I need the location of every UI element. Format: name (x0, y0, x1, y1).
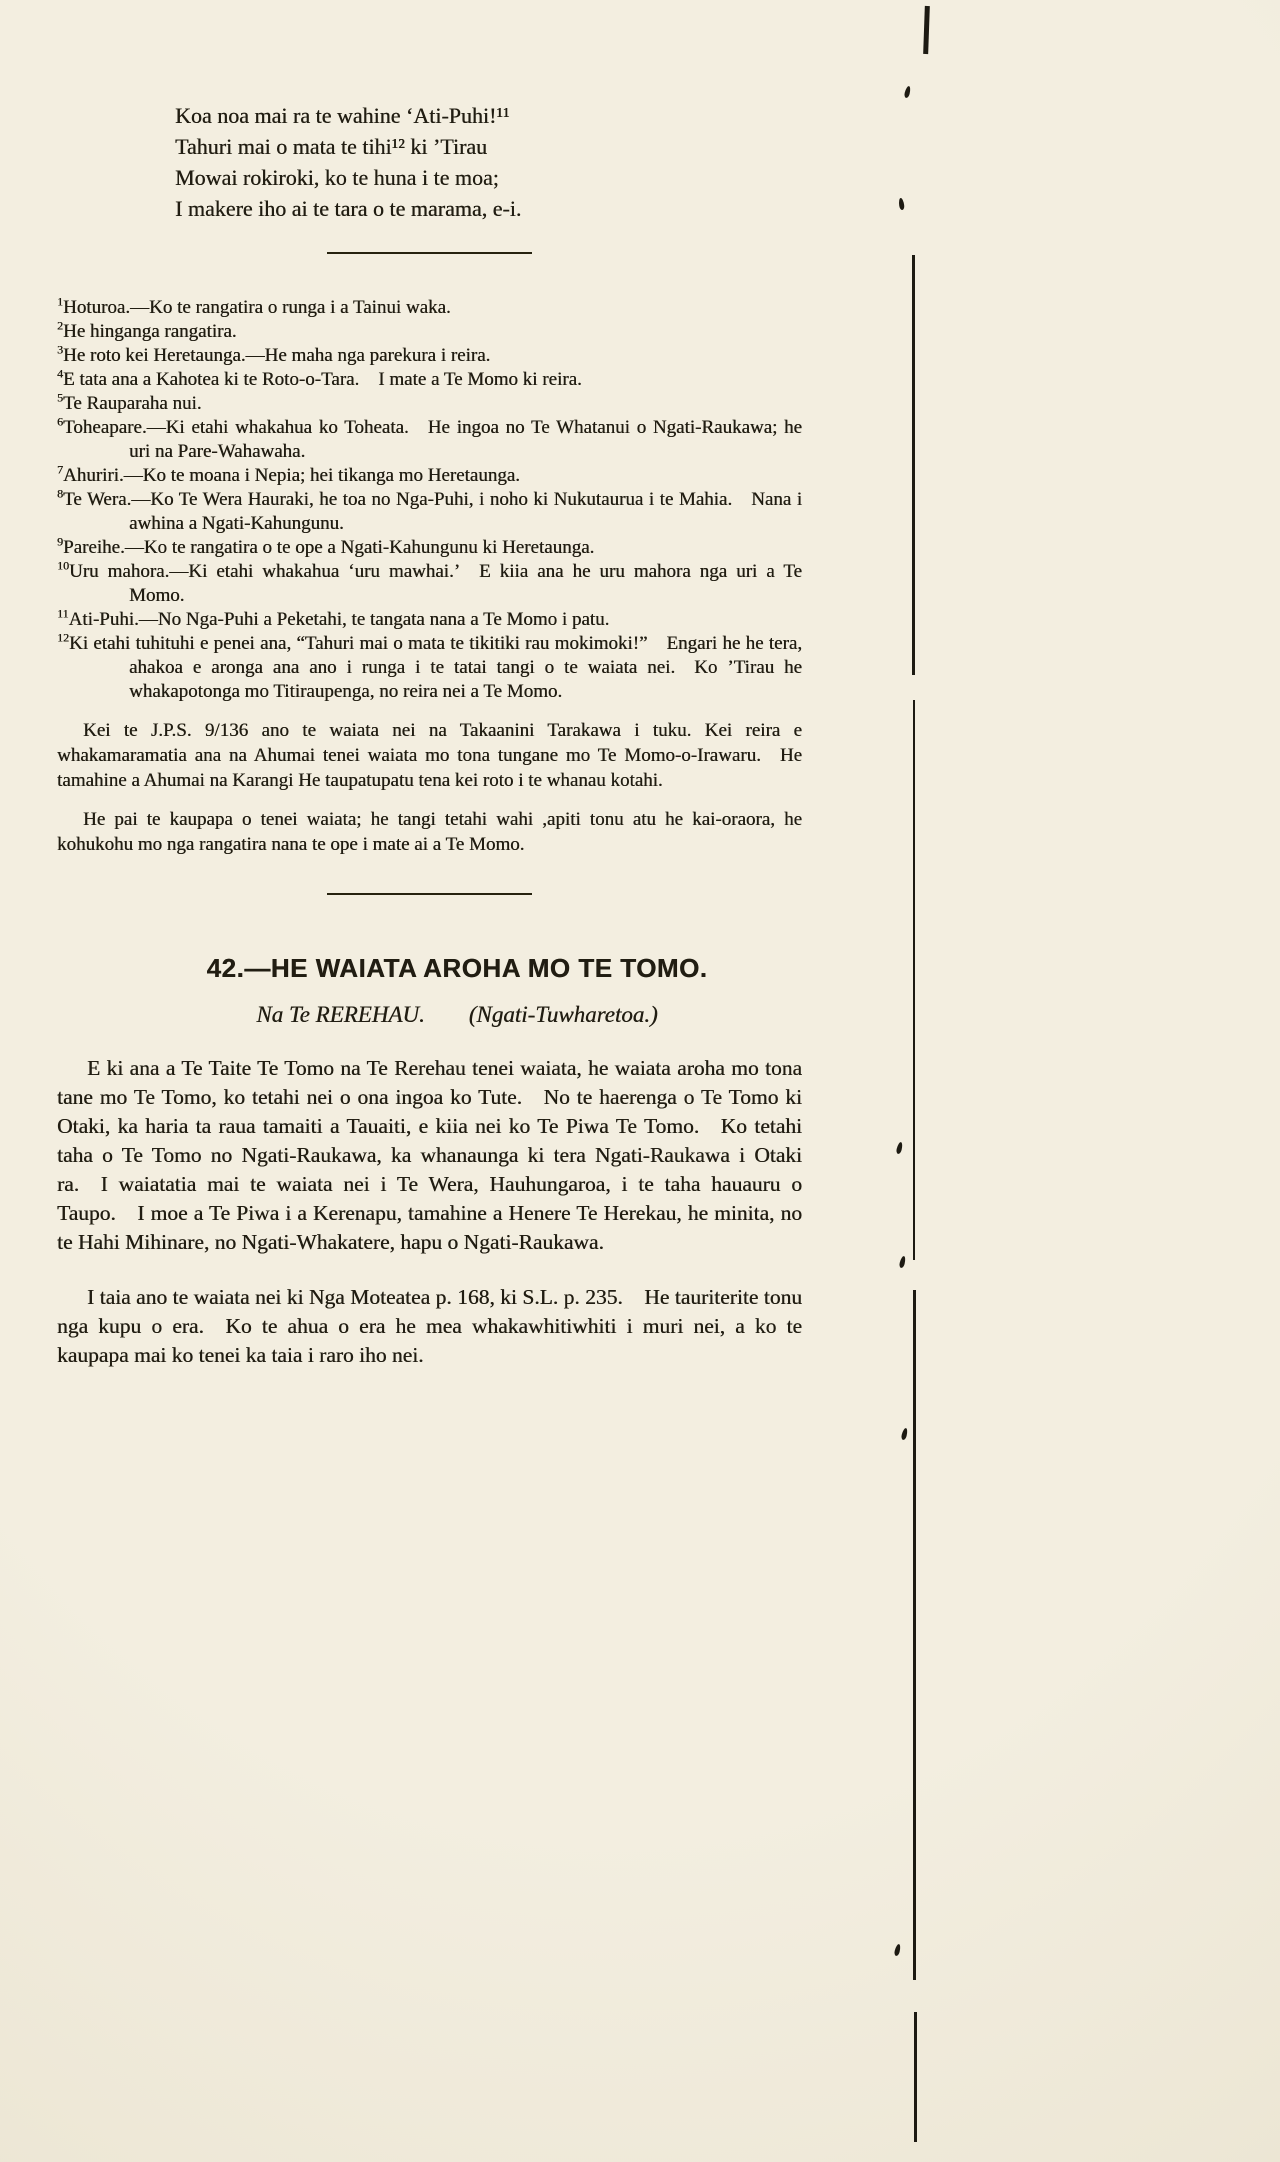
verse-line: Mowai rokiroki, ko te huna i te moa; (175, 165, 499, 190)
footnote-text: Pareihe.—Ko te rangatira o te ope a Ngati-Kahungunu ki Heretaunga. (63, 537, 595, 558)
footnote-number: 8 (57, 486, 63, 501)
footnote-8 (57, 488, 802, 536)
notes-paragraph: He pai te kaupapa o tenei waiata; he tangi tetahi wahi ,apiti tonu atu he kai-oraora, he kohukohu mo nga rangatira nana te ope i mate ai a Te Momo. (57, 809, 802, 855)
notes-paragraph: Kei te J.P.S. 9/136 ano te waiata nei na Takaanini Tarakawa i tuku. Kei reira e whakamaramatia ana na Ahumai tenei waiata mo tona tungane mo Te Momo-o-Irawaru. He tamahine a Ahumai na Karangi He taupatupatu tena kei roto i te whanau kotahi. (57, 720, 802, 791)
verse-line: I makere iho ai te tara o te marama, e-i. (175, 196, 522, 221)
footnote-9 (57, 536, 802, 560)
footnote-7 (57, 464, 802, 488)
footnote-text: Te Rauparaha nui. (63, 393, 202, 414)
scan-artifact (901, 1428, 909, 1441)
scan-artifact (913, 1290, 916, 1980)
footnote-2 (57, 320, 802, 344)
footnote-text: Toheapare.—Ki etahi whakahua ko Toheata. He ingoa no Te Whatanui o Ngati-Raukawa; he uri na Pare-Wahawaha. (63, 417, 802, 462)
scan-artifact (913, 700, 915, 1260)
footnote-text: He hinganga rangatira. (63, 321, 237, 342)
footnote-number: 2 (57, 318, 63, 333)
footnote-text: Uru mahora.—Ki etahi whakahua ‘uru mawhai.’ E kiia ana he uru mahora nga uri a Te Momo. (69, 561, 802, 606)
footnote-4 (57, 368, 802, 392)
footnote-text: Te Wera.—Ko Te Wera Hauraki, he toa no Nga-Puhi, i noho ki Nukutaurua i te Mahia. Nana i awhina a Ngati-Kahungunu. (63, 489, 802, 534)
footnote-number: 12 (57, 630, 69, 645)
footnote-11 (57, 608, 802, 632)
footnote-number: 3 (57, 342, 63, 357)
scan-artifact (912, 255, 915, 675)
footnote-text: Ati-Puhi.—No Nga-Puhi a Peketahi, te tangata nana a Te Momo i patu. (68, 609, 610, 630)
section-divider (327, 893, 532, 895)
verse-line: Koa noa mai ra te wahine ‘Ati-Puhi!¹¹ (175, 103, 510, 128)
footnote-12 (57, 632, 802, 704)
verse-line: Tahuri mai o mata te tihi¹² ki ’Tirau (175, 134, 488, 159)
footnote-number: 11 (57, 606, 69, 621)
footnote-text: Hoturoa.—Ko te rangatira o runga i a Tainui waka. (63, 297, 451, 318)
footnote-5 (57, 392, 802, 416)
footnote-number: 7 (57, 462, 63, 477)
body-paragraph: I taia ano te waiata nei ki Nga Moteatea p. 168, ki S.L. p. 235. He tauriterite tonu nga kupu o era. Ko te ahua o era he mea whakawhitiwhiti i muri nei, a ko te kaupapa mai ko tenei ka taia i raro iho nei. (57, 1285, 802, 1367)
footnote-number: 5 (57, 390, 63, 405)
scan-artifact (914, 2012, 917, 2142)
scan-artifact (896, 1142, 904, 1155)
footnote-6 (57, 416, 802, 464)
footnote-number: 6 (57, 414, 63, 429)
footnote-number: 9 (57, 534, 63, 549)
footnote-number: 1 (57, 294, 63, 309)
footnote-1 (57, 296, 802, 320)
section-divider (327, 252, 532, 254)
footnote-number: 4 (57, 366, 63, 381)
scan-artifact (904, 86, 912, 99)
body-paragraph: E ki ana a Te Taite Te Tomo na Te Rerehau tenei waiata, he waiata aroha mo tona tane mo Te Tomo, ko tetahi nei o ona ingoa ko Tute. No te haerenga o Te Tomo ki Otaki, ka haria ta raua tamaiti a Tauaiti, e kiia nei ko Te Piwa Te Tomo. Ko tetahi taha o Te Tomo no Ngati-Raukawa, ka whanaunga ki tera Ngati-Raukawa i Otaki ra. I waiatatia mai te waiata nei i Te Wera, Hauhungaroa, i te taha hauauru o Taupo. I moe a Te Piwa i a Kerenapu, tamahine a Henere Te Herekau, he minita, no te Hahi Mihinare, no Ngati-Whakatere, hapu o Ngati-Raukawa. (57, 1056, 802, 1254)
footnotes-block (57, 296, 802, 704)
footnote-text: E tata ana a Kahotea ki te Roto-o-Tara. I mate a Te Momo ki reira. (63, 369, 582, 390)
scan-artifact (894, 1944, 902, 1957)
footnote-number: 10 (57, 558, 69, 573)
scan-artifact (898, 198, 905, 211)
tribe-name: (Ngati-Tuwharetoa.) (468, 1002, 658, 1027)
author-name: Na Te REREHAU. (256, 1002, 425, 1027)
verse-block (175, 100, 802, 224)
song-heading: 42.—HE WAIATA AROHA MO TE TOMO. (206, 953, 708, 983)
footnote-10 (57, 560, 802, 608)
scan-artifact (899, 1256, 907, 1269)
footnote-3 (57, 344, 802, 368)
byline (57, 1002, 802, 1028)
footnote-text: Ahuriri.—Ko te moana i Nepia; hei tikanga mo Heretaunga. (63, 465, 520, 486)
page-content (57, 100, 802, 1370)
footnote-text: He roto kei Heretaunga.—He maha nga parekura i reira. (63, 345, 491, 366)
scan-artifact (923, 6, 930, 54)
footnote-text: Ki etahi tuhituhi e penei ana, “Tahuri mai o mata te tikitiki rau mokimoki!” Engari he he tera, ahakoa e aronga ana ano i runga i te tatai tangi o te waiata nei. Ko ’Tirau he whakapotonga mo Titiraupenga, no reira nei a Te Momo. (69, 633, 802, 702)
